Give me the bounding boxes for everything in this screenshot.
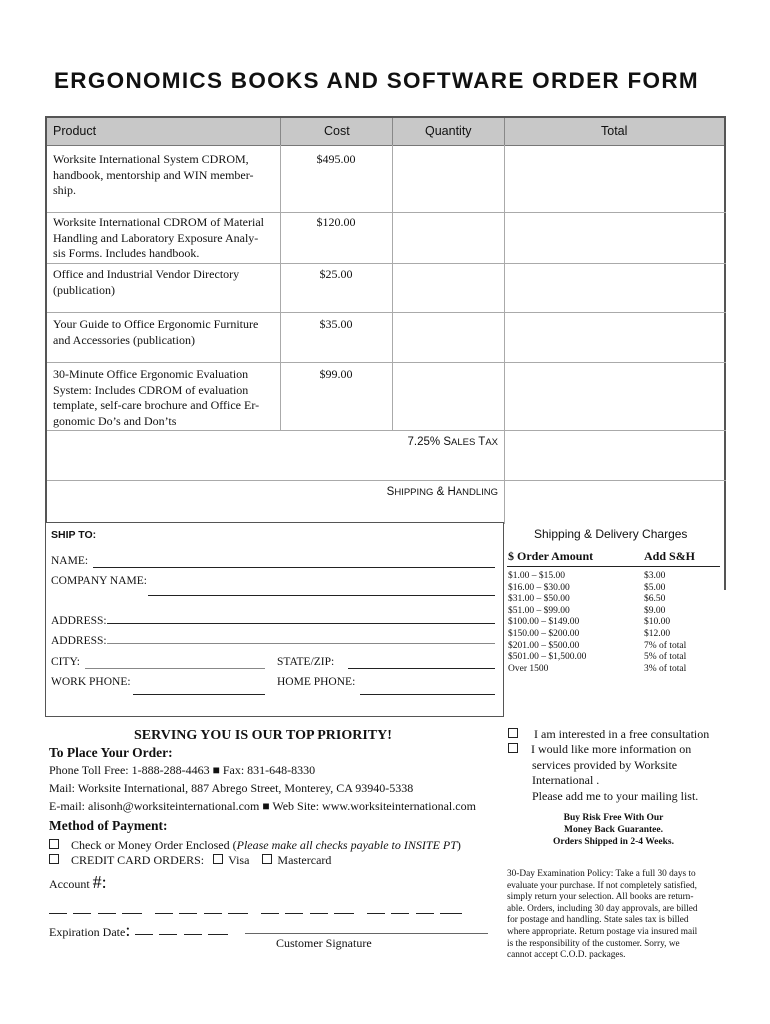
home-phone-field[interactable] xyxy=(360,694,495,695)
shipping-total-cell[interactable] xyxy=(505,481,725,524)
consultation-checkbox[interactable] xyxy=(508,728,518,738)
table-header xyxy=(47,118,724,146)
more-info-option[interactable]: I would like more information on services provided by Worksite International . Please add me to your mailing list. xyxy=(508,742,698,804)
city-label: CITY: xyxy=(51,656,80,668)
product-cost: $99.00 xyxy=(319,367,353,381)
order-table xyxy=(45,116,726,522)
company-field[interactable] xyxy=(148,595,495,596)
to-place-heading: To Place Your Order: xyxy=(49,745,173,760)
visa-checkbox[interactable] xyxy=(213,854,223,864)
rate-charges: $3.00 $5.00 $6.50 $9.00 $10.00 $12.00 7% of total 5% of total 3% of total xyxy=(644,571,687,674)
product-name: Office and Industrial Vendor Directory (publication) xyxy=(53,267,240,297)
ship-to-heading: SHIP TO: xyxy=(51,529,97,541)
quantity-cell[interactable] xyxy=(393,213,503,262)
col-add-sh: Add S&H xyxy=(644,549,696,563)
check-checkbox[interactable] xyxy=(49,839,59,849)
header-total: Total xyxy=(601,124,628,138)
shipping-charges-heading: Shipping & Delivery Charges xyxy=(534,527,688,541)
phone-fax-line: Phone Toll Free: 1-888-288-4463 ■ Fax: 831-648-8330 xyxy=(49,763,316,777)
work-phone-field[interactable] xyxy=(133,694,265,695)
company-label: COMPANY NAME: xyxy=(51,575,147,587)
city-field[interactable] xyxy=(85,668,265,669)
priority-heading: SERVING YOU IS OUR TOP PRIORITY! xyxy=(134,728,392,743)
work-phone-label: WORK PHONE: xyxy=(51,676,131,688)
mail-line: Mail: Worksite International, 887 Abrego Street, Monterey, CA 93940-5338 xyxy=(49,781,414,795)
guarantee-block: Buy Risk Free With Our Money Back Guarantee. Orders Shipped in 2-4 Weeks. xyxy=(553,813,674,847)
product-name: Worksite International System CDROM, handbook, mentorship and WIN member- ship. xyxy=(53,152,254,197)
mastercard-checkbox[interactable] xyxy=(262,854,272,864)
payment-method-heading: Method of Payment: xyxy=(49,818,168,833)
quantity-cell[interactable] xyxy=(393,363,503,429)
header-quantity: Quantity xyxy=(425,124,472,138)
check-option[interactable]: Check or Money Order Enclosed (Please make all checks payable to INSITE PT) xyxy=(49,838,461,853)
name-field[interactable] xyxy=(93,567,495,568)
product-cost: $495.00 xyxy=(316,152,356,166)
quantity-cell[interactable] xyxy=(393,313,503,361)
address1-field[interactable] xyxy=(107,623,495,624)
signature-label: Customer Signature xyxy=(276,936,372,950)
state-zip-label: STATE/ZIP: xyxy=(277,656,335,668)
name-label: NAME: xyxy=(51,555,89,567)
address1-label: ADDRESS: xyxy=(51,615,107,627)
header-cost: Cost xyxy=(324,124,350,138)
sales-tax-total-cell[interactable] xyxy=(505,431,725,479)
total-cell[interactable] xyxy=(505,313,725,361)
more-info-checkbox[interactable] xyxy=(508,743,518,753)
product-name: Your Guide to Office Ergonomic Furniture and Accessories (publication) xyxy=(53,317,259,347)
header-product: Product xyxy=(53,124,97,138)
product-name: Worksite International CDROM of Material Handling and Laboratory Exposure Analy- sis Forms. Includes handbook. xyxy=(53,215,264,260)
total-cell[interactable] xyxy=(505,213,725,262)
consultation-option[interactable]: I am interested in a free consultation xyxy=(508,727,709,742)
product-cost: $25.00 xyxy=(319,267,353,281)
product-cost: $35.00 xyxy=(319,317,353,331)
address2-field[interactable] xyxy=(107,643,495,644)
product-name: 30-Minute Office Ergonomic Evaluation System: Includes CDROM of evaluation template, self-care brochure and Office Er- gonomic Do’s and Don’ts xyxy=(53,367,260,428)
account-label: Account #: xyxy=(49,872,107,892)
quantity-cell[interactable] xyxy=(393,264,503,311)
product-cost: $120.00 xyxy=(316,215,356,229)
credit-card-option: CREDIT CARD ORDERS: Visa Mastercard xyxy=(49,853,331,868)
total-cell[interactable] xyxy=(505,363,725,429)
total-cell[interactable] xyxy=(505,146,725,211)
form-title: ERGONOMICS BOOKS AND SOFTWARE ORDER FORM xyxy=(54,68,699,93)
quantity-cell[interactable] xyxy=(393,146,503,211)
signature-field[interactable] xyxy=(245,933,488,934)
sales-tax-label: 7.25% SALES TAX xyxy=(407,436,498,448)
home-phone-label: HOME PHONE: xyxy=(277,676,356,688)
credit-card-checkbox[interactable] xyxy=(49,854,59,864)
expiration-label: Expiration Date: xyxy=(49,920,131,940)
state-zip-field[interactable] xyxy=(348,668,495,669)
email-web-line: E-mail: alisonh@worksiteinternational.com ■ Web Site: www.worksiteinternational.com xyxy=(49,799,476,813)
rate-amounts: $1.00 – $15.00 $16.00 – $30.00 $31.00 – $50.00 $51.00 – $99.00 $100.00 – $149.00 $150.00 – $200.00 $201.00 – $500.00 $501.00 – $1,500.00 Over 1500 xyxy=(508,571,587,674)
examination-policy: 30-Day Examination Policy: Take a full 30 days to evaluate your purchase. If not completely satisfied, simply return your selection. All books are return- able. Orders, including 30 day approvals, are billed for postage and handling. State sales tax is billed where appropriate. Return postage via insured mail is the responsibility of the customer. Sorry, we cannot accept C.O.D. packages. xyxy=(507,869,698,961)
total-cell[interactable] xyxy=(505,264,725,311)
address2-label: ADDRESS: xyxy=(51,635,107,647)
col-order-amount: $ Order Amount xyxy=(508,549,594,563)
shipping-handling-label: SHIPPING & HANDLING xyxy=(386,486,498,498)
